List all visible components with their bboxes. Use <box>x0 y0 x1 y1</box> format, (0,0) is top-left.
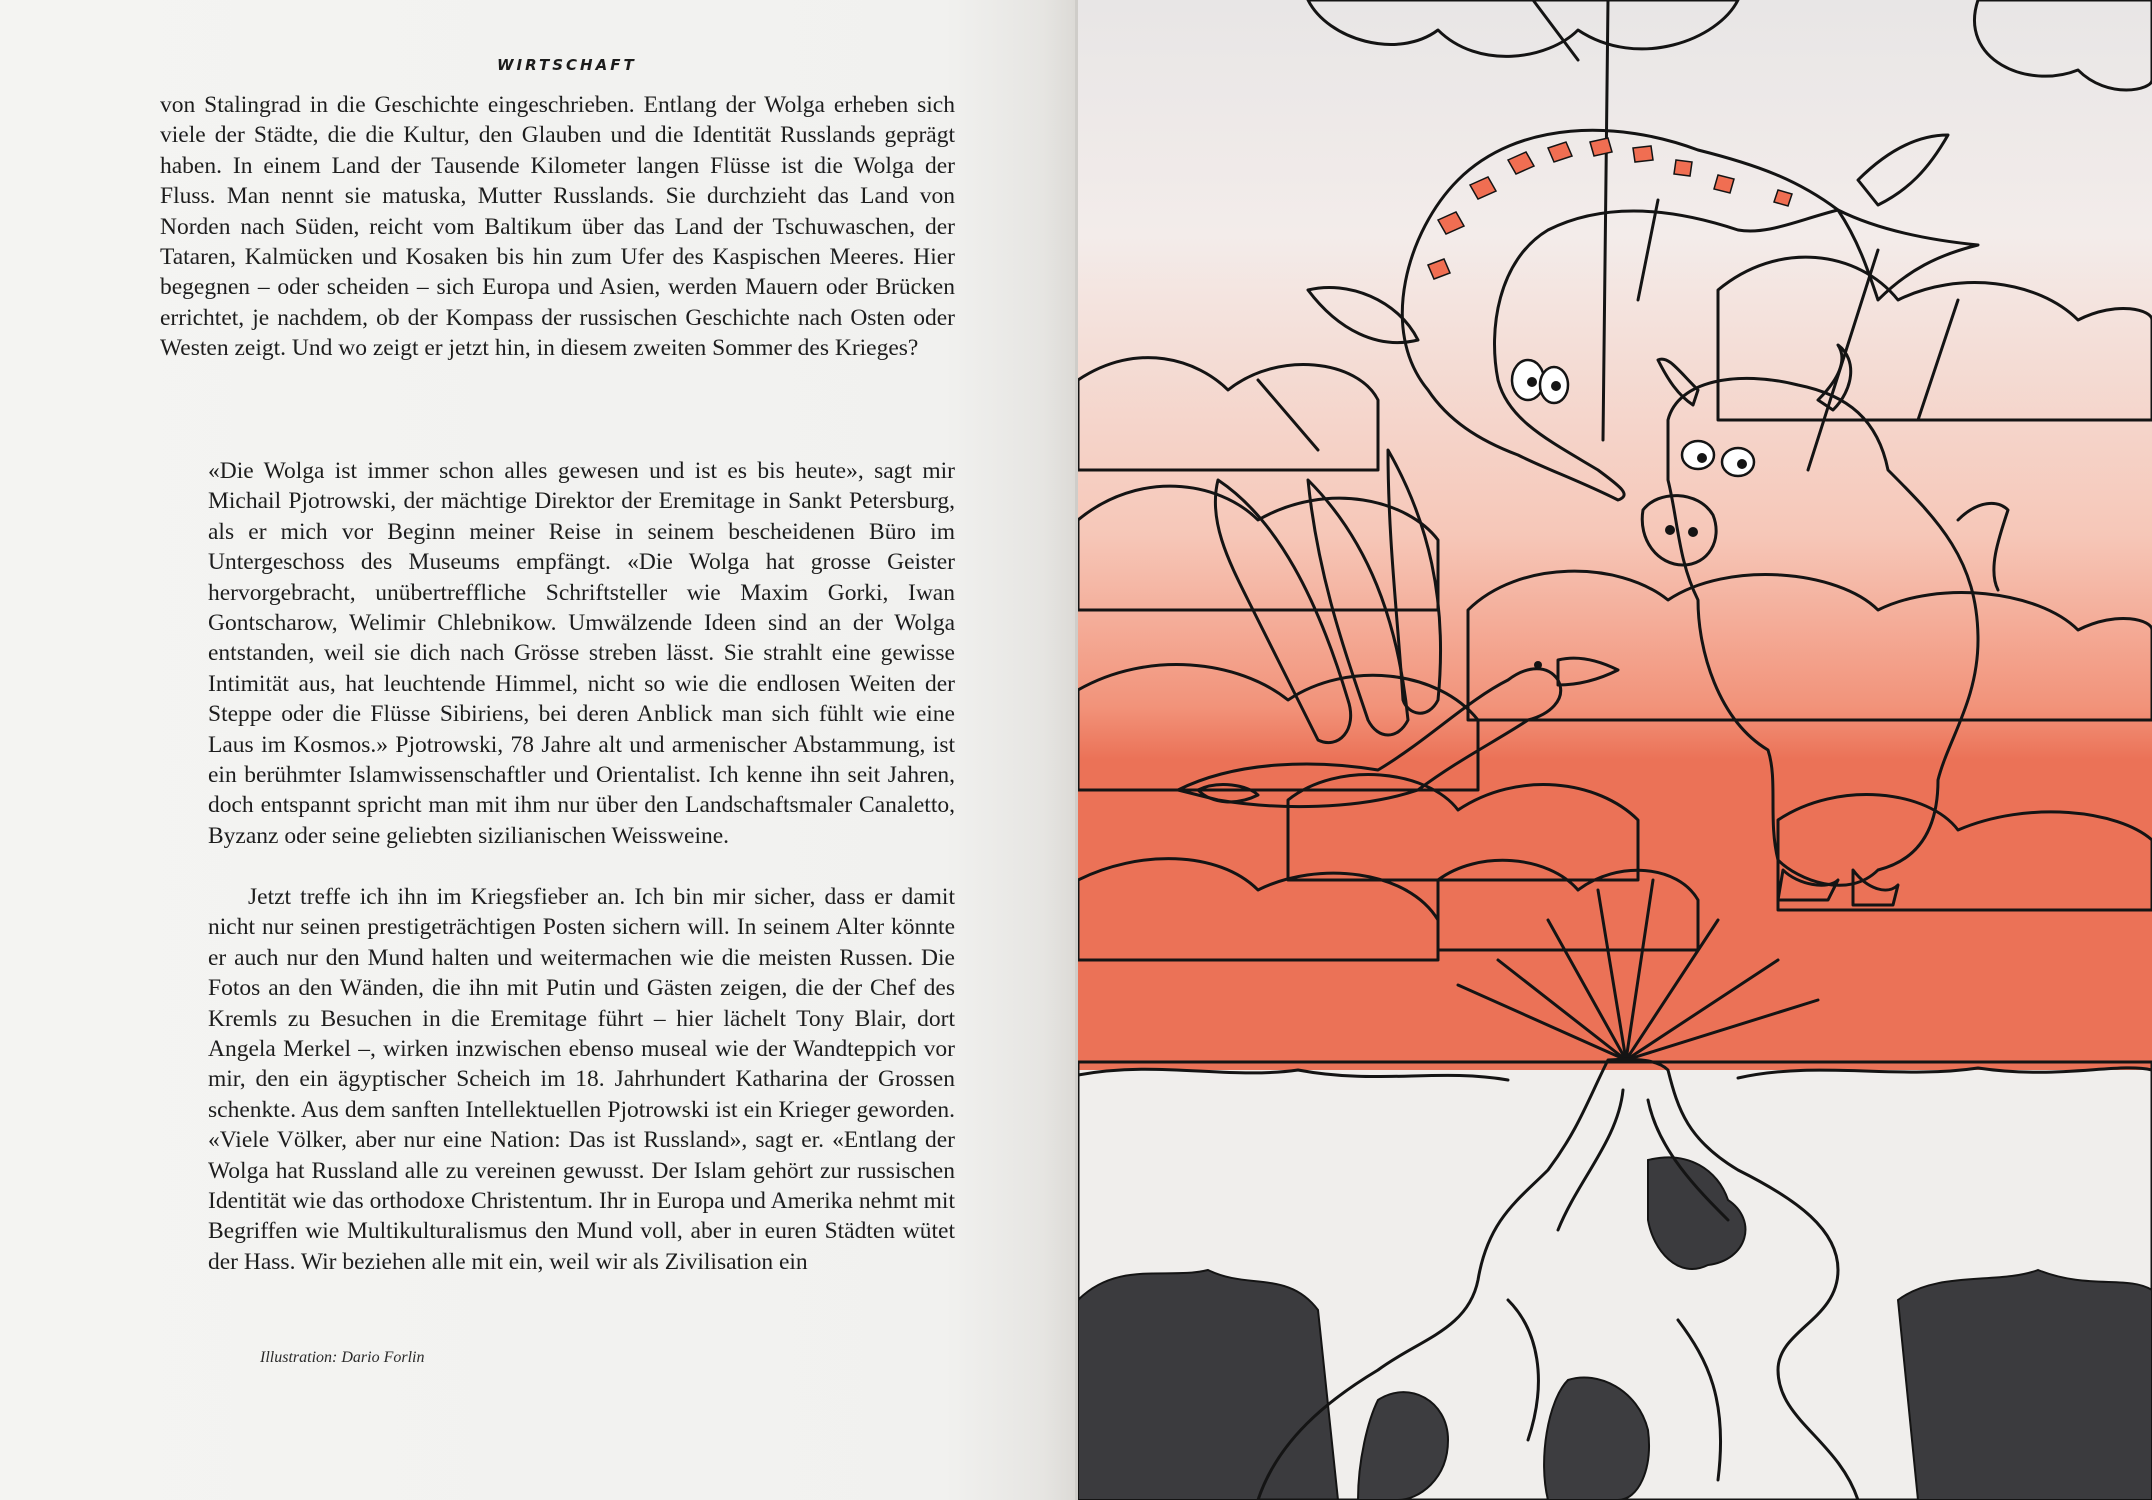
right-page-illustration <box>1078 0 2152 1500</box>
river-island-2 <box>1544 1377 1649 1500</box>
illustration-image <box>1078 0 2152 1500</box>
article-paragraph-2 <box>208 456 955 851</box>
illustration-credit: Illustration: Dario Forlin <box>260 1349 425 1366</box>
paragraph-text: «Die Wolga ist immer schon alles gewesen und ist es bis heute», sagt mir Michail Pjotrowski, der mächtige Direktor der Eremitage in Sankt Petersburg, als er mich vor Beginn meiner Reise in seinem bescheidenen Büro im Untergeschoss des Museums empfängt. «Die Wolga hat grosse Geister hervorgebracht, unübertreffliche Schriftsteller wie Maxim Gorki, Iwan Gontscharow, Welimir Chlebnikow. Umwälzende Ideen sind an der Wolga entstanden, weil sie dich nach Grösse streben lässt. Sie strahlt eine gewisse Intimität aus, hat leuchtende Himmel, nicht so wie die endlosen Weiten der Steppe oder die Flüsse Sibiriens, bei deren Anblick man sich fühlt wie eine Laus im Kosmos.» Pjotrowski, 78 Jahre alt und armenischer Abstammung, ist ein berühmter Islamwissenschaftler und Orientalist. Ich kenne ihn seit Jahren, doch entspannt spricht man mit ihm nur über den Landschaftsmaler Canaletto, Byzanz oder seine geliebten sizilianischen Weissweine. <box>208 458 955 849</box>
article-paragraph-1 <box>160 90 955 364</box>
river-island <box>1358 1392 1448 1500</box>
article-paragraph-3 <box>208 882 955 1277</box>
left-page <box>0 0 1075 1500</box>
paragraph-text: von Stalingrad in die Geschichte eingeschrieben. Entlang der Wolga erheben sich viele der Städte, die die Kultur, den Glauben und die Identität Russlands geprägt haben. In einem Land der Tausende Kilometer langen Flüsse ist die Wolga der Fluss. Man nennt sie matuska, Mutter Russlands. Sie durchzieht das Land von Norden nach Süden, reicht vom Baltikum über das Land der Tschuwaschen, der Tataren, Kalmücken und Kosaken bis hin zum Ufer des Kaspischen Meeres. Hier begegnen – oder scheiden – sich Europa und Asien, werden Mauern oder Brücken errichtet, je nachdem, ob der Kompass der russischen Geschichte nach Osten oder Westen zeigt. Und wo zeigt er jetzt hin, in diesem zweiten Sommer des Krieges? <box>160 92 955 362</box>
section-header: WIRTSCHAFT <box>497 56 637 74</box>
paragraph-text: Jetzt treffe ich ihn im Kriegsfieber an. Ich bin mir sicher, dass er damit nicht nur seinen prestigeträchtigen Posten sichern will. In seinem Alter könnte er auch nur den Mund halten und weitermachen wie die meisten Russen. Die Fotos an den Wänden, die ihn mit Putin und Gästen zeigen, die der Chef des Kremls zu Besuchen in die Eremitage führt – hier lächelt Tony Blair, dort Angela Merkel –, wirken inzwischen ebenso museal wie der Wandteppich vor mir, den ein ägyptischer Scheich im 18. Jahrhundert Katharina der Grossen schenkte. Aus dem sanften Intellektuellen Pjotrowski ist ein Krieger geworden. «Viele Völker, aber nur eine Nation: Das ist Russland», sagt er. «Entlang der Wolga hat Russland alle zu vereinen gewusst. Der Islam gehört zur russischen Identität wie das orthodoxe Christentum. Ihr in Europa und Amerika nehmt mit Begriffen wie Multikulturalismus den Mund voll, aber in euren Städten wütet der Hass. Wir beziehen alle mit ein, weil wir als Zivilisation ein <box>208 884 955 1275</box>
